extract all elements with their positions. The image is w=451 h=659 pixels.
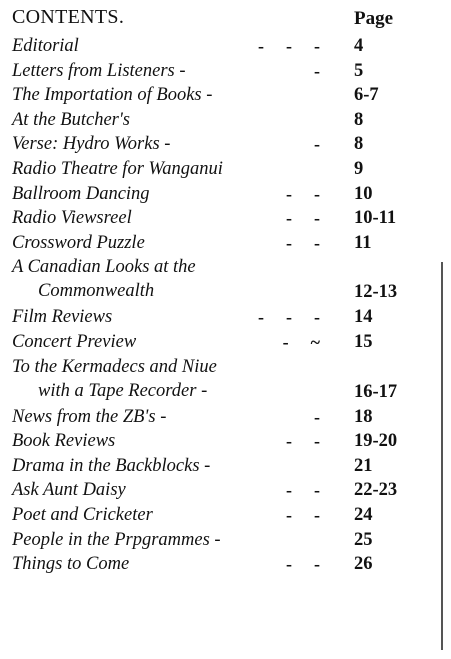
- toc-entry: [12, 528, 442, 553]
- entry-page: 19-20: [354, 431, 398, 452]
- leader-dots: --: [286, 208, 342, 229]
- entry-page: 9: [354, 158, 364, 179]
- toc-entry: [12, 478, 442, 503]
- entry-title: Concert Preview: [12, 331, 137, 352]
- leader-dots: -: [314, 406, 342, 427]
- entry-title: The Importation of Books -: [12, 85, 213, 106]
- entry-page: 24: [354, 504, 373, 525]
- leader-dots: --: [286, 232, 342, 253]
- entry-page: 10-11: [354, 208, 397, 229]
- entry-title: Ballroom Dancing: [12, 183, 150, 204]
- entry-title: Verse: Hydro Works -: [12, 134, 171, 155]
- toc-entry: [12, 34, 442, 59]
- toc-entry: [12, 206, 442, 231]
- toc-entry: [12, 132, 442, 157]
- leader-dots: ---: [258, 36, 342, 56]
- entry-title: Film Reviews: [12, 307, 113, 328]
- entry-page: 8: [354, 134, 364, 155]
- entry-page: 10: [354, 183, 373, 204]
- entry-page: 5: [354, 60, 364, 81]
- toc-entry: [12, 330, 442, 355]
- entry-page: 14: [354, 307, 373, 328]
- leader-dots: -: [314, 134, 342, 155]
- contents-heading: CONTENTS.: [12, 6, 125, 28]
- leader-dots: --: [286, 504, 342, 525]
- toc-entry: [12, 355, 442, 405]
- entry-title: Radio Theatre for Wanganui: [12, 158, 223, 179]
- entry-title: Ask Aunt Daisy: [12, 480, 126, 501]
- toc-entry: [12, 552, 442, 577]
- entry-page: 4: [354, 36, 364, 56]
- leader-dots: -~: [282, 331, 342, 352]
- leader-dots: ---: [258, 307, 342, 328]
- toc-entry: [12, 182, 442, 207]
- leader-dots: --: [286, 431, 342, 452]
- entry-title: At the Butcher's: [12, 109, 131, 130]
- page-column-label: Page: [354, 8, 394, 29]
- toc-entry: [12, 83, 442, 108]
- entry-title: Editorial: [12, 36, 79, 56]
- entry-page: 26: [354, 554, 373, 575]
- column-divider-rule: [441, 262, 443, 650]
- entry-title: People in the Prpgrammes -: [12, 529, 221, 550]
- toc-entry: [12, 59, 442, 84]
- contents-list: [12, 34, 442, 577]
- entry-title: Radio Viewsreel: [12, 208, 132, 229]
- entry-title: Letters from Listeners -: [12, 60, 186, 81]
- toc-entry: [12, 503, 442, 528]
- entry-page: 12-13: [354, 282, 398, 303]
- entry-page: 18: [354, 406, 373, 427]
- toc-entry: [12, 454, 442, 479]
- entry-title-line-1: A Canadian Looks at the: [12, 257, 196, 278]
- entry-page: 11: [354, 232, 372, 253]
- entry-page: 15: [354, 331, 373, 352]
- entry-title: Crossword Puzzle: [12, 232, 145, 253]
- toc-entry: [12, 405, 442, 430]
- entry-page: 16-17: [354, 381, 398, 402]
- entry-title: [12, 255, 347, 303]
- toc-entry: [12, 255, 442, 305]
- entry-page: 8: [354, 109, 364, 130]
- entry-page: 6-7: [354, 85, 379, 106]
- entry-title: News from the ZB's -: [12, 406, 167, 427]
- leader-dots: --: [286, 183, 342, 204]
- entry-page: 25: [354, 529, 373, 550]
- entry-title: Things to Come: [12, 554, 130, 575]
- entry-page: 21: [354, 455, 373, 476]
- entry-title: Drama in the Backblocks -: [12, 455, 211, 476]
- toc-entry: [12, 108, 442, 133]
- entry-title-line-2: with a Tape Recorder -: [38, 380, 208, 401]
- entry-title-line-1: To the Kermadecs and Niue: [12, 356, 217, 377]
- leader-dots: --: [286, 554, 342, 575]
- entry-title: [12, 355, 347, 403]
- entry-title: Book Reviews: [12, 431, 116, 452]
- entry-page: 22-23: [354, 480, 398, 501]
- contents-header: [12, 6, 442, 32]
- leader-dots: -: [314, 60, 342, 81]
- toc-entry: [12, 231, 442, 256]
- toc-entry: [12, 429, 442, 454]
- toc-entry: [12, 305, 442, 330]
- entry-title: Poet and Cricketer: [12, 504, 153, 525]
- leader-dots: --: [286, 480, 342, 501]
- toc-entry: [12, 157, 442, 182]
- entry-title-line-2: Commonwealth: [38, 281, 155, 302]
